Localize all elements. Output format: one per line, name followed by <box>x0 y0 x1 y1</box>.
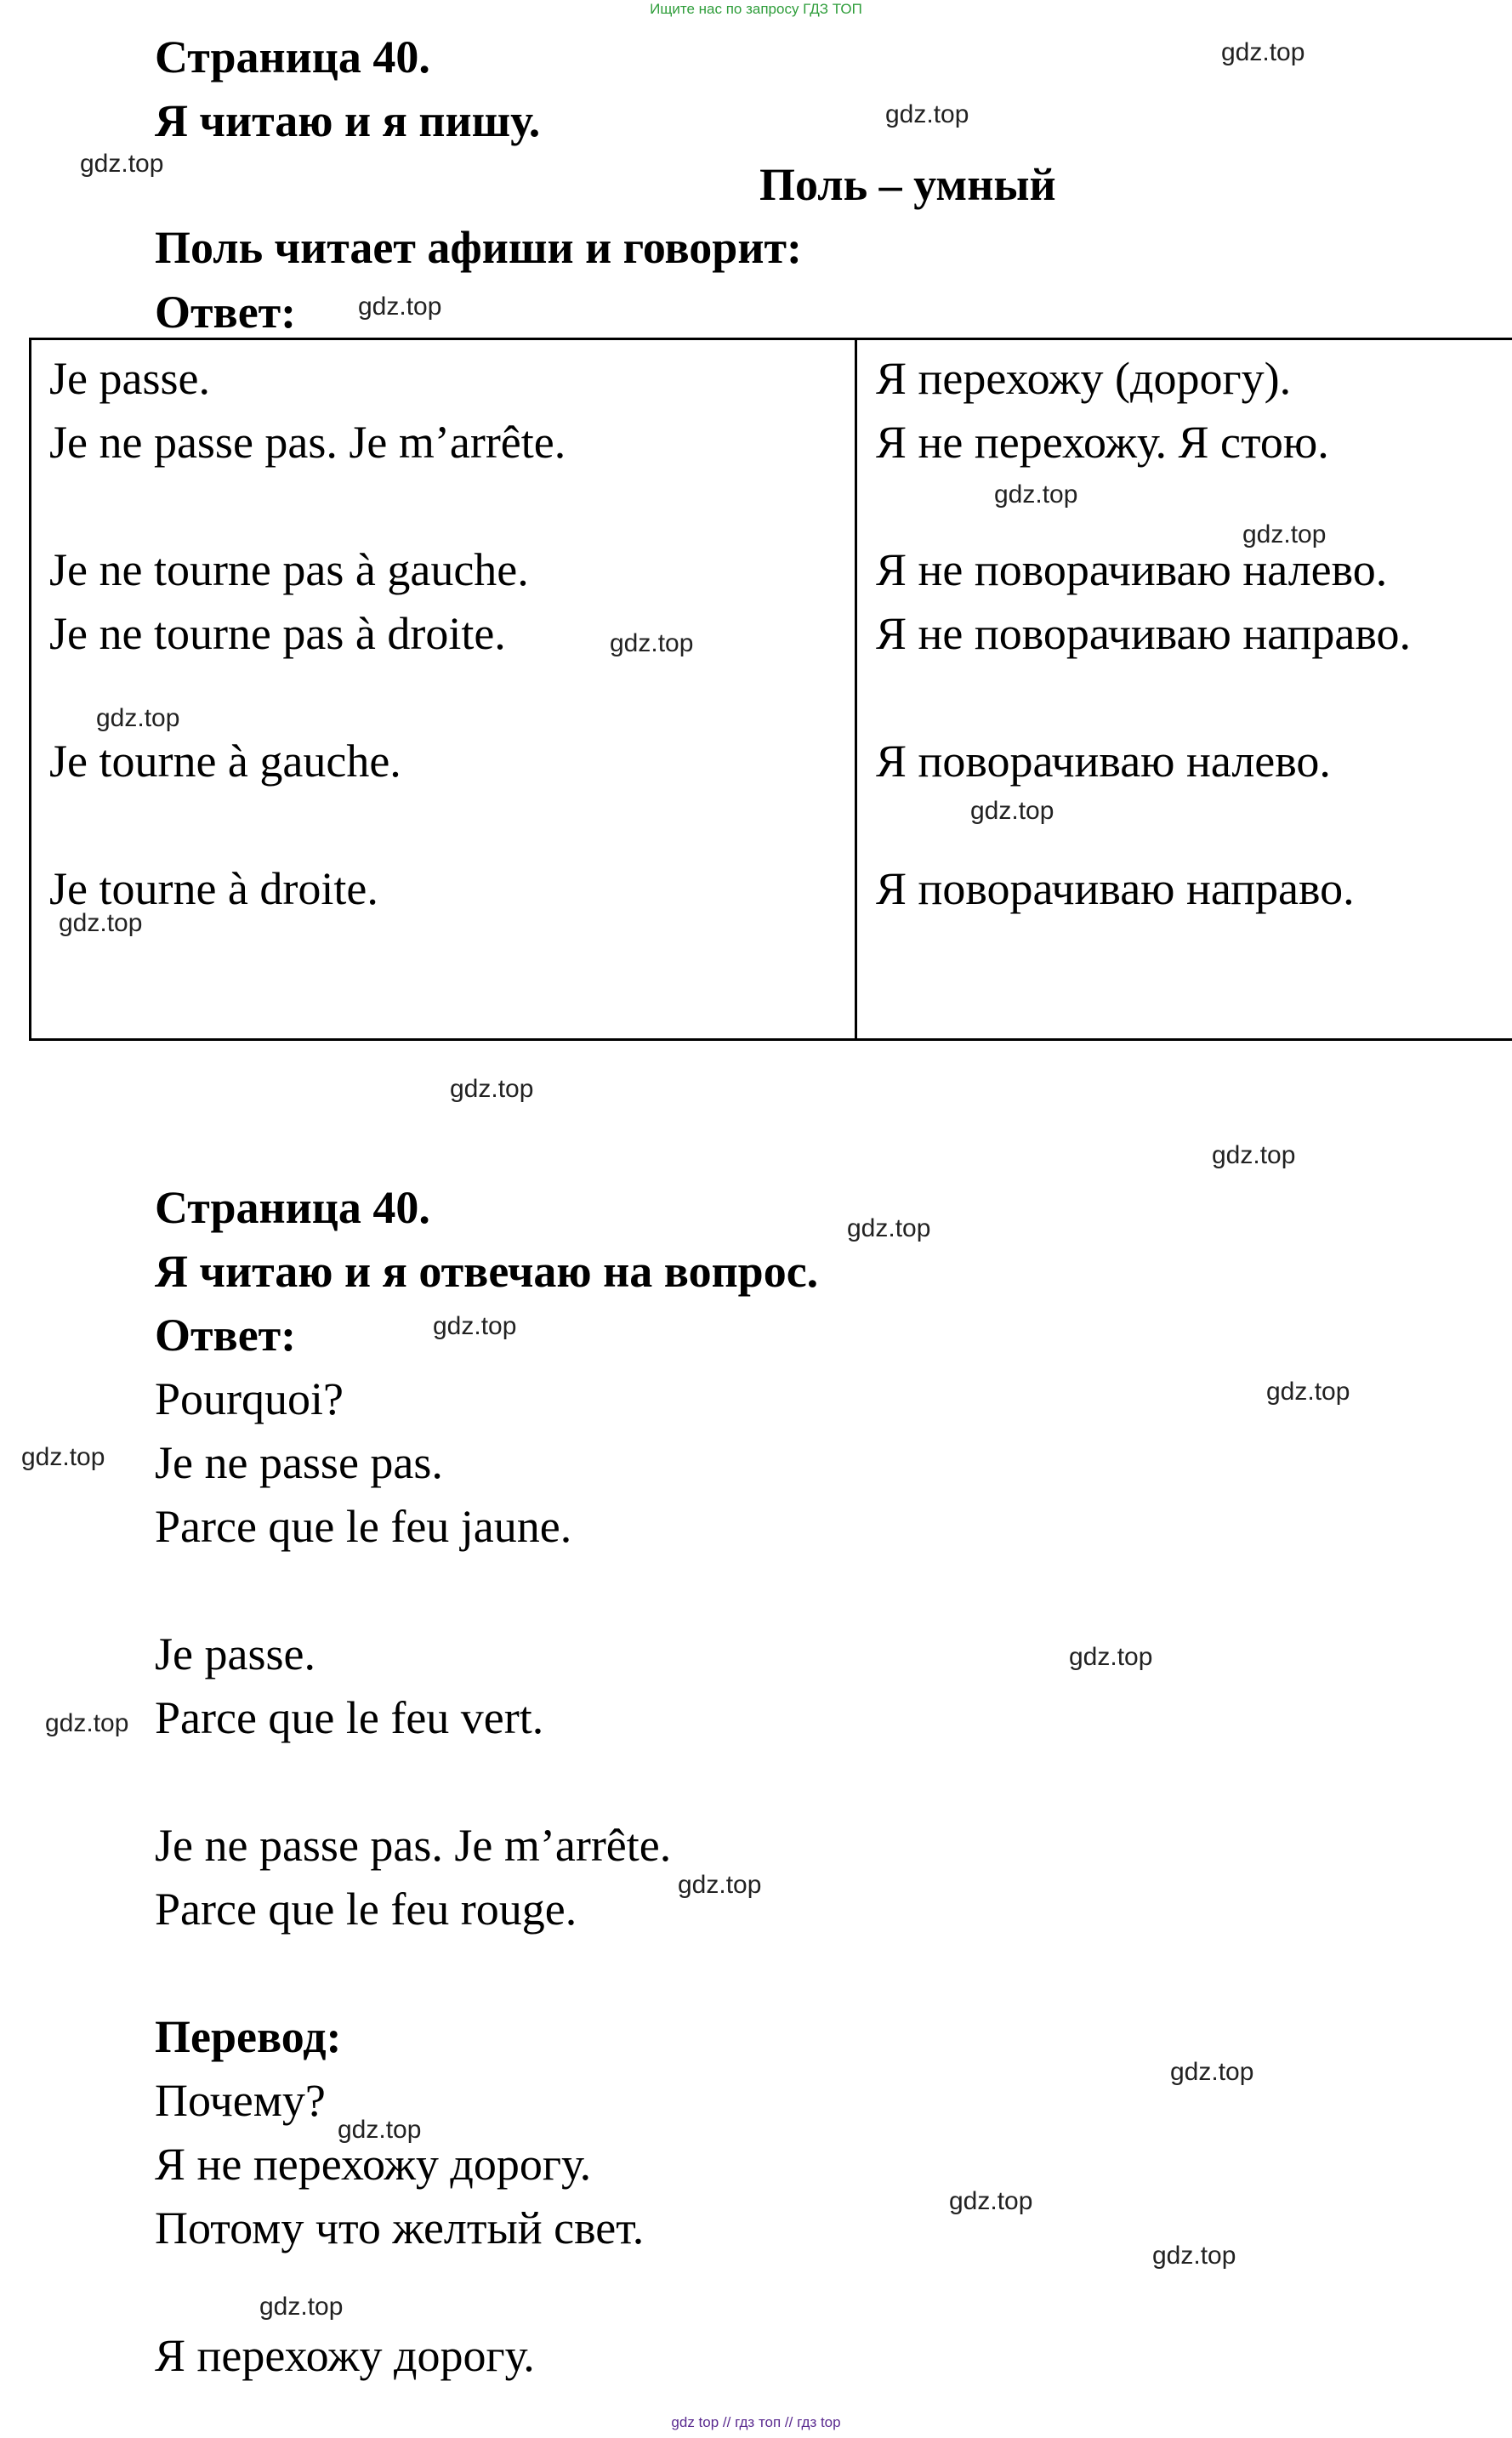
table-cell-russian: Я не поворачиваю направо. <box>876 608 1412 659</box>
watermark: gdz.top <box>885 100 969 128</box>
table-cell-french: Je tourne à droite. <box>49 863 378 914</box>
page-title: Страница 40. <box>155 1182 430 1233</box>
watermark: gdz.top <box>1212 1141 1296 1169</box>
table-cell-french: Je tourne à gauche. <box>49 736 401 787</box>
table-cell-french: Je ne tourne pas à gauche. <box>49 544 529 595</box>
exercise-subtitle: Поль – умный <box>759 159 1056 210</box>
watermark: gdz.top <box>610 629 694 657</box>
translation-line: Почему? <box>155 2075 326 2126</box>
table-column-divider <box>855 338 857 1041</box>
watermark: gdz.top <box>45 1709 129 1737</box>
translation-line: Я перехожу дорогу. <box>155 2330 535 2381</box>
table-cell-russian: Я поворачиваю налево. <box>876 736 1331 787</box>
watermark: gdz.top <box>259 2293 344 2321</box>
watermark: gdz.top <box>1242 520 1327 548</box>
watermark: gdz.top <box>1152 2242 1236 2270</box>
watermark: gdz.top <box>1266 1378 1350 1406</box>
table-cell-french: Je passe. <box>49 353 210 404</box>
watermark: gdz.top <box>678 1871 762 1899</box>
table-cell-russian: Я поворачиваю направо. <box>876 863 1355 914</box>
answer-label: Ответ: <box>155 287 297 338</box>
answer-line: Je passe. <box>155 1628 315 1679</box>
watermark: gdz.top <box>847 1214 931 1242</box>
bottom-banner: gdz top // гдз топ // гдз top <box>671 2414 841 2430</box>
translation-line: Потому что желтый свет. <box>155 2202 645 2253</box>
table-cell-russian: Я не поворачиваю налево. <box>876 544 1388 595</box>
answer-line: Je ne passe pas. Je m’arrête. <box>155 1820 672 1871</box>
exercise-heading: Я читаю и я отвечаю на вопрос. <box>155 1246 819 1297</box>
exercise-intro: Поль читает афиши и говорит: <box>155 222 802 273</box>
watermark: gdz.top <box>338 2116 422 2144</box>
watermark: gdz.top <box>1069 1643 1153 1671</box>
watermark: gdz.top <box>970 797 1054 825</box>
answer-label: Ответ: <box>155 1310 297 1361</box>
watermark: gdz.top <box>949 2187 1033 2215</box>
watermark: gdz.top <box>21 1443 105 1471</box>
answer-line: Parce que le feu rouge. <box>155 1884 577 1935</box>
table-cell-french: Je ne tourne pas à droite. <box>49 608 506 659</box>
answer-line: Je ne passe pas. <box>155 1437 443 1488</box>
watermark: gdz.top <box>433 1312 517 1340</box>
watermark: gdz.top <box>358 293 442 321</box>
answer-line: Pourquoi? <box>155 1373 344 1424</box>
watermark: gdz.top <box>80 150 164 178</box>
table-cell-russian: Я перехожу (дорогу). <box>876 353 1292 404</box>
watermark: gdz.top <box>59 909 143 937</box>
watermark: gdz.top <box>96 704 180 732</box>
watermark: gdz.top <box>1221 38 1305 66</box>
watermark: gdz.top <box>450 1075 534 1103</box>
page-title: Страница 40. <box>155 31 430 82</box>
answer-line: Parce que le feu jaune. <box>155 1501 572 1552</box>
watermark: gdz.top <box>1170 2058 1254 2086</box>
translation-label: Перевод: <box>155 2011 342 2062</box>
translation-line: Я не перехожу дорогу. <box>155 2139 592 2190</box>
table-cell-french: Je ne passe pas. Je m’arrête. <box>49 417 566 468</box>
table-cell-russian: Я не перехожу. Я стою. <box>876 417 1329 468</box>
answer-line: Parce que le feu vert. <box>155 1692 544 1743</box>
top-banner: Ищите нас по запросу ГДЗ ТОП <box>650 1 862 17</box>
exercise-heading: Я читаю и я пишу. <box>155 95 541 146</box>
watermark: gdz.top <box>994 480 1078 509</box>
